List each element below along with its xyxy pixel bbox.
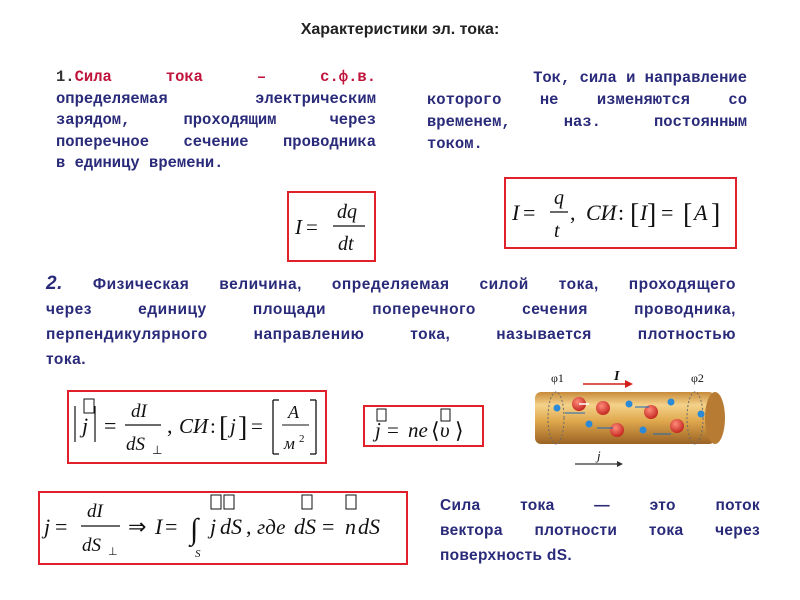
- flux-statement-line-3: поверхность dS.: [440, 547, 572, 564]
- conductor-illustration: [525, 368, 732, 478]
- current-density-line-1: [46, 271, 736, 297]
- svg-text:I: I: [155, 514, 163, 539]
- direct-current-line-2: которого не изменяются со: [427, 91, 747, 109]
- current-density-line-1-text: Физическая величина, определяемая силой тока, проходящего: [92, 276, 736, 293]
- svg-text:υ: υ: [440, 418, 450, 442]
- svg-text:=: =: [387, 418, 399, 442]
- svg-text:dI: dI: [87, 501, 103, 522]
- current-density-line-3: перпендикулярного направлению тока, называется плотностью: [46, 326, 736, 343]
- current-density-line-2: через единицу площади поперечного сечения проводника,: [46, 301, 736, 318]
- svg-text:СИ: СИ: [586, 200, 617, 225]
- density-microscopic-formula: [365, 407, 482, 445]
- svg-text:где: где: [257, 515, 286, 539]
- svg-text:I: I: [640, 200, 648, 225]
- svg-text:2: 2: [299, 433, 305, 445]
- phi1-label: φ1: [551, 371, 564, 385]
- svg-text:[: [: [683, 199, 693, 230]
- svg-text:⊥: ⊥: [108, 546, 118, 558]
- svg-text:=: =: [55, 514, 68, 539]
- svg-text:=: =: [165, 514, 178, 539]
- current-definition-line-4: поперечное сечение проводника: [56, 132, 376, 151]
- svg-text:СИ: СИ: [179, 414, 209, 438]
- current-density-formula: [69, 392, 325, 462]
- svg-text:]: ]: [238, 412, 248, 443]
- current-integral-formula: [40, 493, 406, 563]
- current-definition: [56, 67, 376, 175]
- svg-text:t: t: [554, 220, 560, 242]
- svg-text:dS: dS: [126, 434, 145, 455]
- electron: [640, 427, 647, 434]
- current-integral-formula-box: [38, 491, 408, 565]
- direct-current-line-3: временем, наз. постоянным: [427, 113, 747, 131]
- current-definition-line-5: в единицу времени.: [56, 154, 224, 172]
- svg-text:dq: dq: [337, 201, 357, 223]
- flux-statement-line-1: Сила тока — это поток: [440, 497, 760, 514]
- svg-text:⟨: ⟨: [431, 418, 440, 443]
- positive-ion: [670, 419, 684, 433]
- electron: [698, 411, 705, 418]
- svg-text:dS: dS: [82, 535, 101, 556]
- svg-text:⟩: ⟩: [455, 418, 464, 443]
- current-density-line-4: тока.: [46, 351, 87, 368]
- electron: [586, 421, 593, 428]
- svg-text:j: j: [44, 514, 51, 539]
- svg-text:⇒: ⇒: [128, 514, 147, 539]
- item-number-2: 2.: [46, 273, 63, 294]
- electron: [554, 405, 561, 412]
- svg-text:=: =: [523, 200, 536, 225]
- phi2-label: φ2: [691, 371, 704, 385]
- current-formula-box: [287, 191, 376, 262]
- current-si-formula-box: [504, 177, 737, 249]
- current-label: I: [614, 369, 620, 384]
- current-definition-line-1: [56, 67, 376, 89]
- svg-text::: :: [618, 200, 625, 225]
- current-definition-line-3: зарядом, проходящим через: [56, 111, 376, 129]
- svg-text:q: q: [554, 187, 564, 209]
- flux-statement-line-2: вектора плотности тока через: [440, 522, 760, 539]
- flux-statement: [440, 493, 760, 568]
- svg-text:]: ]: [711, 199, 721, 230]
- svg-text:,: ,: [246, 514, 252, 539]
- svg-text:S: S: [195, 548, 201, 560]
- current-definition-first-line: Сила тока – с.ф.в.: [74, 68, 376, 86]
- svg-text:=: =: [322, 514, 335, 539]
- positive-ion: [610, 423, 624, 437]
- svg-text:dS: dS: [220, 514, 242, 539]
- svg-text:dt: dt: [338, 233, 354, 255]
- svg-text:⊥: ⊥: [152, 443, 163, 457]
- svg-text:=: =: [661, 200, 674, 225]
- electron: [626, 401, 633, 408]
- current-definition-line-2: определяемая электрическим: [56, 89, 376, 108]
- current-density-definition: [46, 271, 736, 372]
- svg-text:∫: ∫: [190, 513, 199, 546]
- svg-text:,: ,: [167, 413, 173, 438]
- slide-title: Характеристики эл. тока:: [300, 21, 500, 38]
- svg-text:]: ]: [647, 199, 657, 230]
- svg-text:j: j: [230, 414, 236, 438]
- svg-text:=: =: [306, 215, 318, 239]
- direct-current-definition: [427, 67, 747, 155]
- svg-text:A: A: [288, 402, 299, 422]
- svg-text:dS: dS: [294, 514, 316, 539]
- electron: [668, 399, 675, 406]
- svg-text:м: м: [284, 434, 295, 453]
- svg-text:[: [: [630, 199, 640, 230]
- svg-text:ne: ne: [408, 418, 428, 442]
- svg-text:I: I: [295, 215, 302, 239]
- svg-text::: :: [210, 414, 216, 438]
- direct-current-line-1: Ток, сила и направление: [533, 69, 747, 87]
- conductor-body: [535, 392, 715, 444]
- svg-text:j: j: [210, 514, 217, 539]
- svg-text:=: =: [251, 414, 263, 438]
- item-number-1: 1.: [56, 68, 75, 86]
- svg-text:=: =: [104, 413, 117, 438]
- svg-text:,: ,: [570, 200, 576, 225]
- current-arrowhead: [625, 380, 633, 388]
- svg-text:dI: dI: [131, 401, 147, 422]
- svg-text:j: j: [82, 413, 89, 438]
- density-arrowhead: [617, 461, 623, 467]
- svg-text:[: [: [219, 412, 229, 443]
- svg-text:j: j: [375, 418, 381, 442]
- density-label: j: [597, 448, 601, 463]
- direct-current-line-4: током.: [427, 135, 483, 153]
- conductor-end: [705, 392, 725, 444]
- density-microscopic-formula-box: [363, 405, 484, 447]
- svg-text:I: I: [512, 200, 520, 225]
- positive-ion: [596, 401, 610, 415]
- current-formula: [289, 193, 374, 260]
- current-si-formula: [506, 179, 735, 247]
- svg-text:A: A: [694, 200, 708, 225]
- current-density-formula-box: [67, 390, 327, 464]
- svg-text:dS: dS: [358, 514, 380, 539]
- svg-text:n: n: [345, 514, 356, 539]
